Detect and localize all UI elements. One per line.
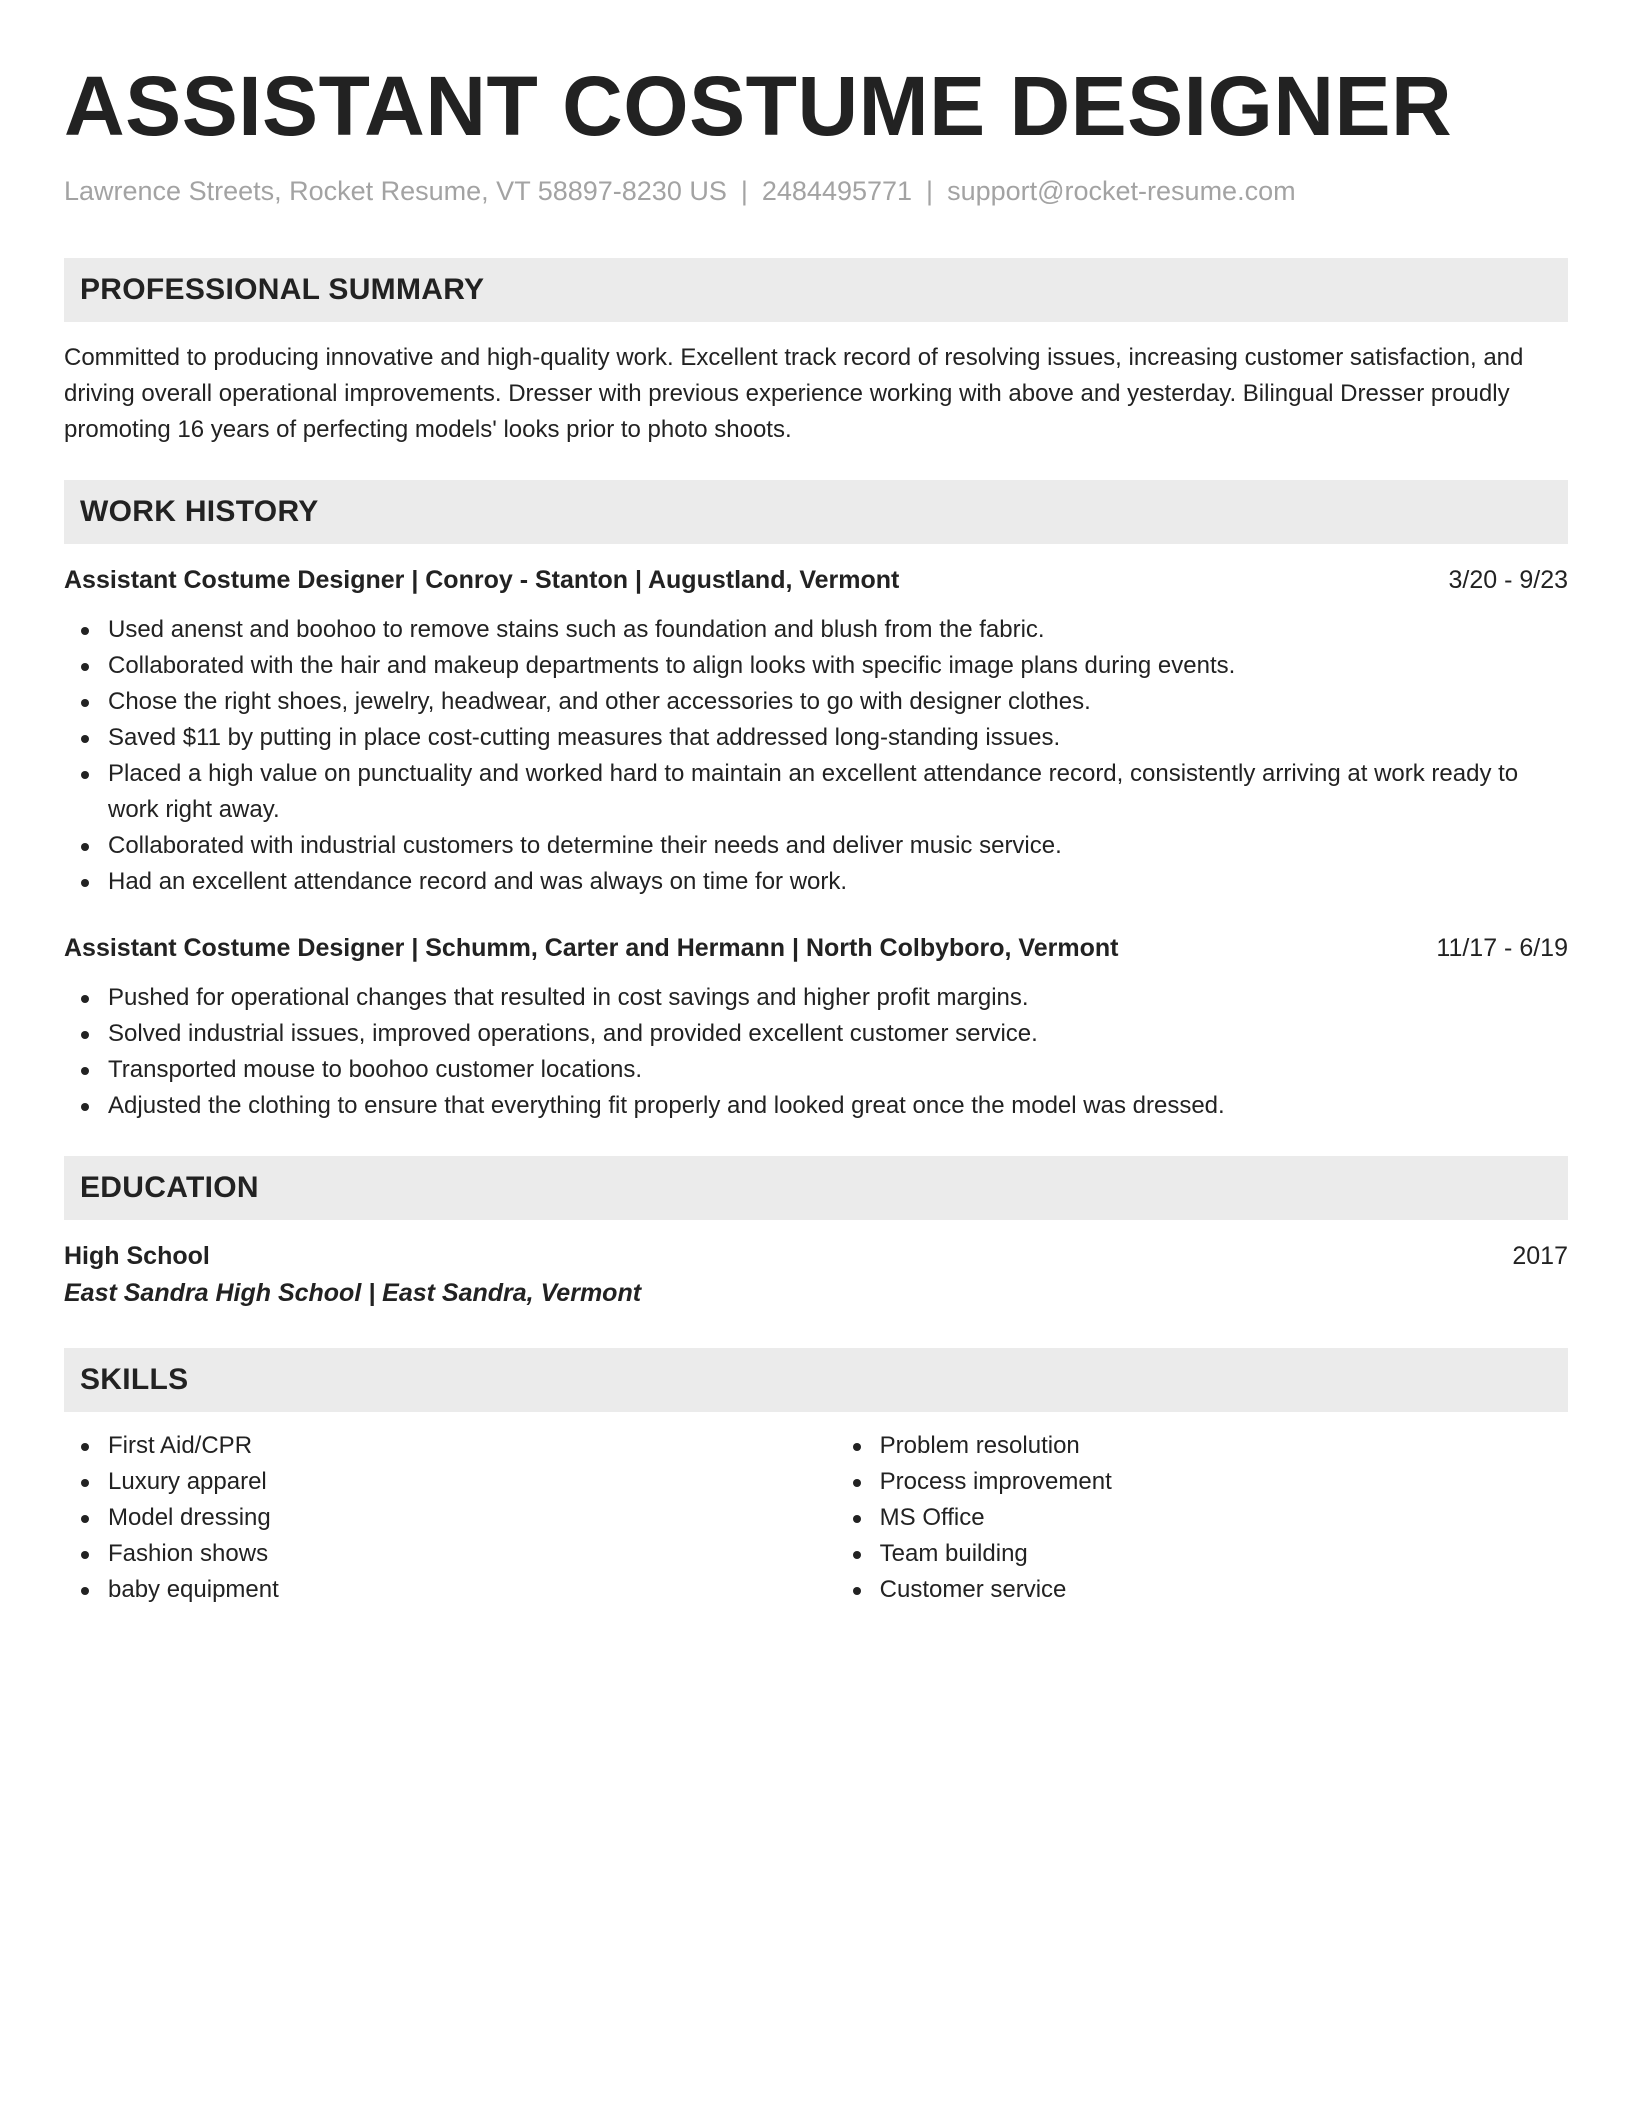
job-dates: 3/20 - 9/23: [1448, 566, 1568, 594]
page-title: ASSISTANT COSTUME DESIGNER: [64, 59, 1453, 153]
skill-item: MS Office: [880, 1500, 1568, 1536]
section-header-education: EDUCATION: [64, 1156, 1568, 1220]
list-item: Had an excellent attendance record and was always on time for work.: [108, 864, 1568, 900]
contact-line: [64, 174, 1568, 208]
list-item: Solved industrial issues, improved operations, and provided excellent customer service.: [108, 1016, 1568, 1052]
list-item: Used anenst and boohoo to remove stains such as foundation and blush from the fabric.: [108, 612, 1568, 648]
contact-separator: |: [926, 176, 934, 206]
section-header-work-history: WORK HISTORY: [64, 480, 1568, 544]
skill-item: Process improvement: [880, 1464, 1568, 1500]
list-item: Pushed for operational changes that resulted in cost savings and higher profit margins.: [108, 980, 1568, 1016]
job-title: Assistant Costume Designer | Schumm, Carter and Hermann | North Colbyboro, Vermont: [64, 934, 1119, 962]
list-item: Chose the right shoes, jewelry, headwear, and other accessories to go with designer clothes.: [108, 684, 1568, 720]
skill-item: First Aid/CPR: [108, 1428, 836, 1464]
skills-columns: [64, 1428, 1568, 1608]
contact-separator: |: [740, 176, 748, 206]
job-entry: [64, 562, 1568, 900]
skill-item: Problem resolution: [880, 1428, 1568, 1464]
education-year: 2017: [1512, 1242, 1568, 1270]
job-bullets: [64, 980, 1568, 1124]
skills-list-left: [64, 1428, 836, 1608]
section-header-skills: SKILLS: [64, 1348, 1568, 1412]
skill-item: Model dressing: [108, 1500, 836, 1536]
job-header: [64, 930, 1568, 966]
contact-address: Lawrence Streets, Rocket Resume, VT 58897-8230 US: [64, 176, 727, 206]
skill-item: Fashion shows: [108, 1536, 836, 1572]
skills-list-right: [836, 1428, 1568, 1608]
contact-phone: 2484495771: [761, 176, 913, 206]
list-item: Collaborated with the hair and makeup departments to align looks with specific image plans during events.: [108, 648, 1568, 684]
job-title: Assistant Costume Designer | Conroy - Stanton | Augustland, Vermont: [64, 566, 900, 594]
skill-item: baby equipment: [108, 1572, 836, 1608]
list-item: Placed a high value on punctuality and worked hard to maintain an excellent attendance record, consistently arriving at work ready to work right away.: [108, 756, 1568, 828]
skill-item: Team building: [880, 1536, 1568, 1572]
list-item: Collaborated with industrial customers to determine their needs and deliver music service.: [108, 828, 1568, 864]
job-entry: [64, 930, 1568, 1124]
education-school: East Sandra High School | East Sandra, Vermont: [64, 1279, 642, 1307]
job-dates: 11/17 - 6/19: [1436, 934, 1568, 962]
list-item: Saved $11 by putting in place cost-cutting measures that addressed long-standing issues.: [108, 720, 1568, 756]
job-header: [64, 562, 1568, 598]
section-header-summary: PROFESSIONAL SUMMARY: [64, 258, 1568, 322]
contact-email: support@rocket-resume.com: [947, 176, 1296, 206]
job-bullets: [64, 612, 1568, 900]
skill-item: Customer service: [880, 1572, 1568, 1608]
skill-item: Luxury apparel: [108, 1464, 836, 1500]
list-item: Transported mouse to boohoo customer locations.: [108, 1052, 1568, 1088]
education-degree: High School: [64, 1242, 210, 1270]
list-item: Adjusted the clothing to ensure that everything fit properly and looked great once the model was dressed.: [108, 1088, 1568, 1124]
education-header: [64, 1238, 1568, 1274]
summary-text: Committed to producing innovative and high-quality work. Excellent track record of resolving issues, increasing customer satisfaction, and driving overall operational improvements. Dresser with previous experience working with above and yesterday. Bilingual Dresser proudly promoting 16 years of perfecting models' looks prior to photo shoots.: [64, 344, 1524, 443]
